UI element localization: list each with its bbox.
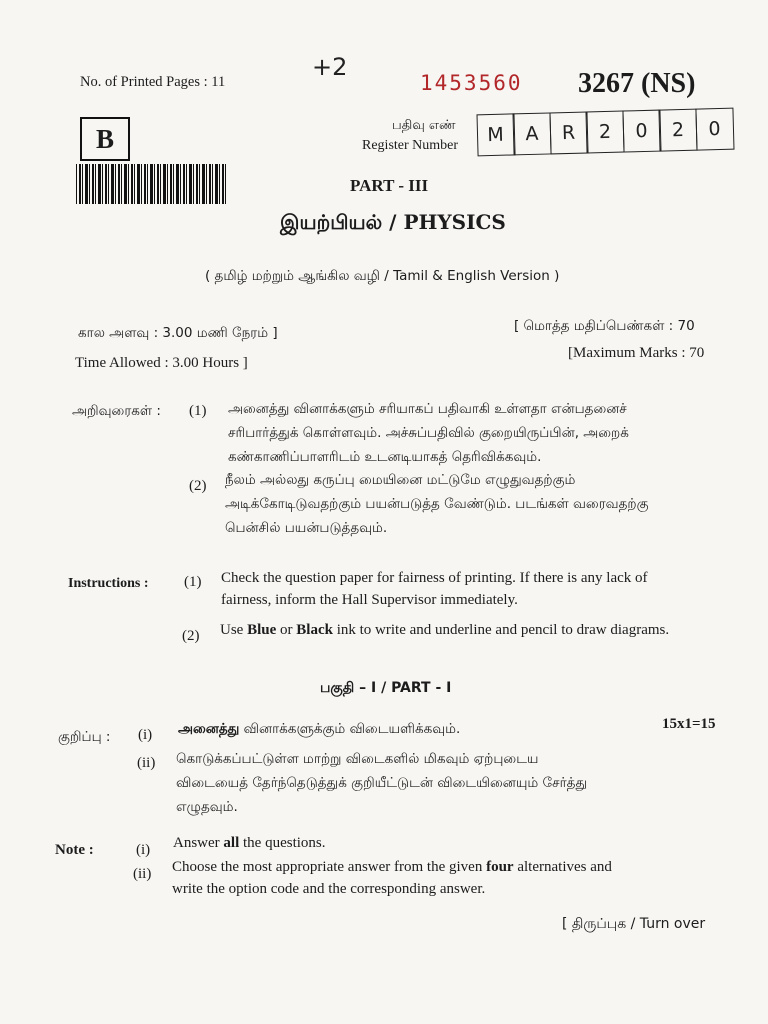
bold-word: all: [223, 835, 240, 851]
note-ta-i-number: (i): [138, 727, 153, 743]
text-run: Answer: [173, 835, 224, 851]
section-heading: பகுதி – I / PART - I: [320, 680, 452, 696]
instructions-label-tamil: அறிவுரைகள் :: [72, 403, 161, 419]
max-marks-english: [Maximum Marks : 70: [568, 345, 705, 361]
time-allowed-tamil: கால அளவு : 3.00 மணி நேரம் ]: [78, 325, 278, 341]
text-run: Choose the most appropriate answer from the given: [172, 859, 487, 875]
blue-word: Blue: [247, 622, 277, 638]
instruction-en-2-text: [220, 622, 669, 639]
register-digit-box: 2: [585, 111, 624, 154]
register-digit-box: 0: [695, 108, 734, 151]
barcode: [76, 164, 228, 204]
register-digit-box: R: [549, 111, 588, 154]
series-letter: B: [95, 123, 114, 154]
text-line: fairness, inform the Hall Supervisor immediately.: [221, 592, 518, 608]
text-run: the questions.: [239, 835, 326, 851]
instruction-ta-2-number: (2): [189, 478, 207, 494]
time-allowed-english: Time Allowed : 3.00 Hours ]: [75, 355, 248, 371]
note-label-tamil: குறிப்பு :: [58, 729, 111, 745]
version-text: ( தமிழ் மற்றும் ஆங்கில வழி / Tamil & English Version ): [205, 268, 560, 284]
register-number-boxes: [477, 108, 734, 157]
instruction-ta-1-text: [228, 397, 629, 469]
text-line: சரிபார்த்துக் கொள்ளவும். அச்சுப்பதிவில் குறையிருப்பின், அறைக்: [228, 425, 629, 441]
text-line: எழுதவும்.: [176, 799, 238, 815]
instruction-ta-1-number: (1): [189, 403, 207, 419]
note-en-ii-number: (ii): [133, 866, 152, 882]
paper-code: 3267 (NS): [578, 68, 696, 99]
register-digit-box: A: [512, 112, 551, 155]
text-line: Check the question paper for fairness of printing. If there is any lack of: [221, 570, 648, 586]
text-run: வினாக்களுக்கும் விடையளிக்கவும்.: [239, 721, 461, 737]
series-box: [80, 117, 130, 161]
text-run: ink to write and underline and pencil to draw diagrams.: [332, 622, 670, 638]
text-line: பென்சில் பயன்படுத்தவும்.: [225, 520, 388, 536]
register-digit-box: 2: [658, 109, 697, 152]
instruction-en-1-text: [221, 567, 648, 611]
register-label-english: Register Number: [362, 138, 459, 153]
bold-word: four: [486, 859, 514, 875]
subject-title: இயற்பியல் / PHYSICS: [280, 210, 506, 234]
text-run: or: [276, 622, 297, 638]
text-run: Use: [220, 622, 248, 638]
text-line: அனைத்து வினாக்களும் சரியாகப் பதிவாகி உள்ளதா என்பதனைச்: [228, 401, 627, 417]
note-en-ii-text: [172, 856, 612, 900]
text-line: [172, 856, 612, 878]
instruction-ta-2-text: [225, 468, 649, 540]
text-line: விடையைத் தேர்ந்தெடுத்துக் குறியீட்டுடன் விடையினையும் சேர்த்து: [176, 775, 588, 791]
max-marks-tamil: [ மொத்த மதிப்பெண்கள் : 70: [514, 318, 695, 334]
text-line: நீலம் அல்லது கருப்பு மையினை மட்டுமே எழுதுவதற்கும்: [225, 472, 576, 488]
note-ta-i-text: [178, 721, 460, 739]
text-line: அடிக்கோடிடுவதற்கும் பயன்படுத்த வேண்டும். படங்கள் வரைவதற்கு: [225, 496, 649, 512]
black-word: Black: [296, 622, 333, 638]
red-serial-number: 1453560: [420, 71, 523, 95]
note-label-english: Note :: [55, 842, 94, 858]
bold-word: அனைத்து: [178, 721, 240, 737]
turn-over-text: [ திருப்புக / Turn over: [562, 916, 706, 932]
note-en-i-number: (i): [136, 842, 151, 858]
section-marks: 15x1=15: [662, 716, 716, 732]
part-title: PART - III: [350, 176, 429, 195]
note-ta-ii-number: (ii): [137, 755, 156, 771]
text-line: write the option code and the corresponding answer.: [172, 881, 486, 897]
instructions-label-english: Instructions :: [68, 576, 149, 591]
text-line: கண்காணிப்பாளரிடம் உடனடியாகத் தெரிவிக்கவும்.: [228, 449, 542, 465]
note-en-i-text: [173, 835, 326, 852]
text-line: கொடுக்கப்பட்டுள்ள மாற்று விடைகளில் மிகவும் ஏற்புடைய: [176, 751, 539, 767]
instruction-en-1-number: (1): [184, 574, 202, 590]
register-digit-box: 0: [622, 110, 661, 153]
note-ta-ii-text: [176, 747, 587, 819]
instruction-en-2-number: (2): [182, 628, 200, 644]
register-label-tamil: பதிவு எண்: [392, 118, 456, 133]
printed-pages-text: No. of Printed Pages : 11: [80, 74, 226, 90]
register-digit-box: M: [476, 113, 515, 156]
handwritten-plus-two: +2: [312, 53, 348, 81]
text-run: alternatives and: [513, 859, 612, 875]
